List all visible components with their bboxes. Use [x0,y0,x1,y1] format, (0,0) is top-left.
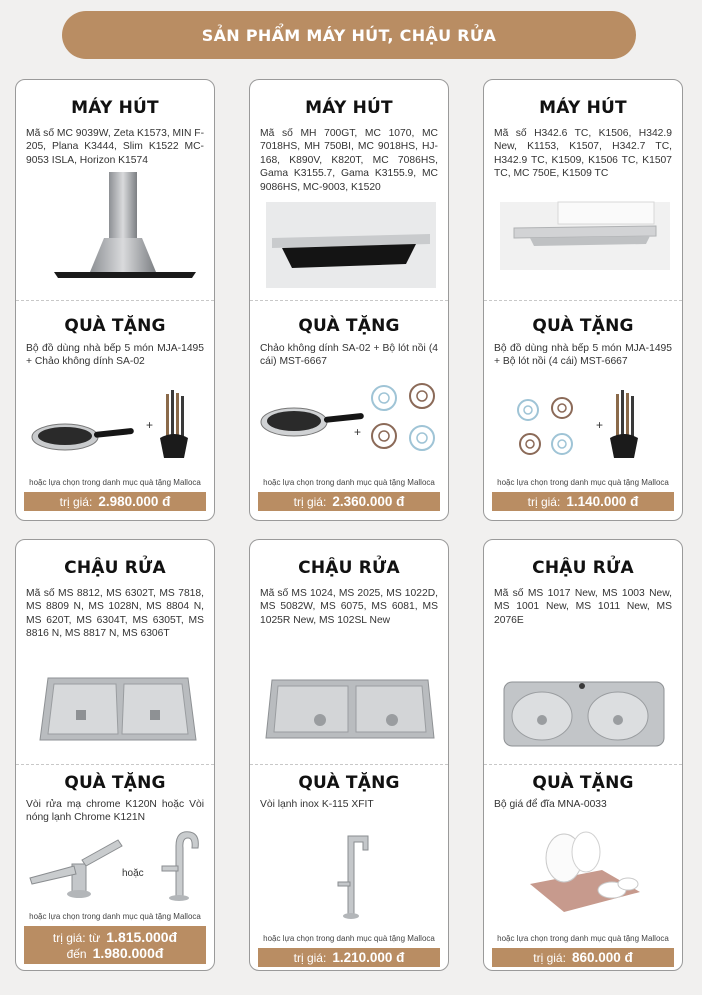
or-label: hoặc [122,868,144,879]
product-card-hood-1 [15,79,215,521]
price-label: trị giá: [293,950,327,965]
gift-title: QUÀ TẶNG [298,773,400,793]
price-value-max: 1.980.000đ [92,945,164,961]
gift-value-badge [492,948,674,967]
gift-title: QUÀ TẶNG [64,316,166,336]
product-card-sink-2 [249,539,449,971]
price-value: 2.360.000 đ [332,494,405,509]
product-desc: Mã số MS 1024, MS 2025, MS 1022D, MS 5082W, MS 6075, MS 6081, MS 1025R New, MS 102SL New [260,588,438,626]
faucet-k120n-image [26,834,126,904]
product-title: MÁY HÚT [305,98,393,118]
pot-holder-set-image [366,382,446,458]
plus-sign: + [146,418,154,432]
product-desc: Mã số MH 700GT, MC 1070, MC 7018HS, MH 750BI, MC 9018HS, HJ-168, K890V, K820T, MC 7086HS, Gama K3155.7, Gama K3155.9, MC 9086HS, MC-9003, K1520 [260,128,438,193]
gift-value-badge [24,492,206,511]
kitchen-utensil-set-image [154,388,194,468]
price-value: 2.980.000 đ [98,494,171,509]
gift-catalog-note: hoặc lựa chọn trong danh mục quà tặng Malloca [497,478,669,487]
kitchen-utensil-set-image [604,388,644,468]
faucet-k121n-image [156,824,204,904]
price-label: trị giá: [293,494,327,509]
pot-holder-set-image [514,394,594,464]
gift-catalog-note: hoặc lựa chọn trong danh mục quà tặng Malloca [497,934,669,943]
product-desc: Mã số MS 1017 New, MS 1003 New, MS 1001 New, MS 1011 New, MS 2076E [494,588,672,626]
plus-sign: + [354,425,362,439]
gift-value-badge [24,926,206,964]
frying-pan-image [258,400,368,450]
product-title: MÁY HÚT [539,98,627,118]
product-card-hood-3 [483,79,683,521]
product-desc: Mã số MC 9039W, Zeta K1573, MIN F-205, Plana K3444, Slim K1522 MC-9053 ISLA, Horizon K1574 [26,128,204,166]
range-hood-island-image [46,172,196,284]
gift-title: QUÀ TẶNG [64,773,166,793]
gift-catalog-note: hoặc lựa chọn trong danh mục quà tặng Malloca [29,912,201,921]
gift-catalog-note: hoặc lựa chọn trong danh mục quà tặng Malloca [263,478,435,487]
dish-rack-image [524,830,644,920]
gift-desc: Chảo không dính SA-02 + Bộ lót nồi (4 cái) MST-6667 [260,343,438,368]
page-banner: SẢN PHẨM MÁY HÚT, CHẬU RỬA [62,11,636,59]
gift-desc: Bộ đồ dùng nhà bếp 5 món MJA-1495 + Chảo không dính SA-02 [26,343,204,368]
gift-catalog-note: hoặc lựa chọn trong danh mục quà tặng Malloca [29,478,201,487]
product-title: CHẬU RỬA [532,558,634,578]
price-label: trị giá: [533,950,566,965]
gift-desc: Bộ đồ dùng nhà bếp 5 món MJA-1495 + Bộ lót nồi (4 cái) MST-6667 [494,343,672,368]
price-label: trị giá: từ [52,931,101,945]
gift-desc: Vòi lạnh inox K-115 XFIT [260,799,374,810]
price-value: 1.140.000 đ [566,494,639,509]
product-title: CHẬU RỬA [298,558,400,578]
gift-catalog-note: hoặc lựa chọn trong danh mục quà tặng Malloca [263,934,435,943]
double-sink-faucet-hole-image [500,676,666,748]
price-value: 1.210.000 đ [332,950,405,965]
price-label-to: đến [66,947,87,961]
gift-value-badge [492,492,674,511]
product-title: MÁY HÚT [71,98,159,118]
product-title: CHẬU RỬA [64,558,166,578]
price-value: 1.815.000đ [106,929,178,945]
double-sink-image [38,670,196,748]
gift-desc: Bộ giá để đĩa MNA-0033 [494,799,607,810]
gift-title: QUÀ TẶNG [298,316,400,336]
gift-desc: Vòi rửa mạ chrome K120N hoặc Vòi nóng lạnh Chrome K121N [26,799,204,824]
range-hood-built-in-image [266,202,436,288]
product-card-sink-1 [15,539,215,971]
gift-title: QUÀ TẶNG [532,316,634,336]
product-desc: Mã số H342.6 TC, K1506, H342.9 New, K1153, K1507, H342.7 TC, H342.9 TC, K1509, K1506 TC, K1507 TC, MC 750E, K1509 TC [494,128,672,180]
price-label: trị giá: [527,494,561,509]
product-desc: Mã số MS 8812, MS 6302T, MS 7818, MS 8809 N, MS 1028N, MS 8804 N, MS 620T, MS 6304T, MS 6305T, MS 8816 N, MS 8817 N, MS 6306T [26,588,204,640]
frying-pan-image [30,415,140,465]
gift-title: QUÀ TẶNG [532,773,634,793]
product-card-sink-3 [483,539,683,971]
faucet-k115-image [318,820,374,920]
plus-sign: + [596,418,604,432]
gift-value-badge [258,948,440,967]
range-hood-slide-out-image [500,202,670,270]
product-card-hood-2 [249,79,449,521]
gift-value-badge [258,492,440,511]
price-value: 860.000 đ [571,950,633,965]
price-label: trị giá: [59,494,93,509]
double-sink-image [264,676,436,742]
